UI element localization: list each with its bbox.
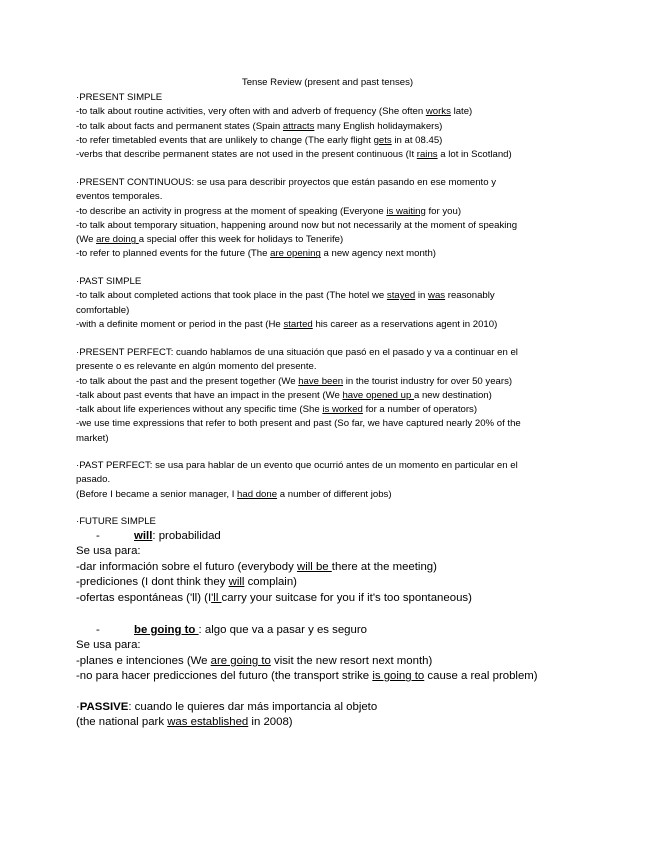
text-line: -to refer to planned events for the future (The are opening a new agency next month)	[76, 248, 437, 260]
section-past-perfect	[76, 459, 581, 502]
text-line: -to refer timetabled events that are unlikely to change (The early flight gets in at 08.45)	[76, 134, 443, 146]
text-line: comfortable)	[76, 304, 130, 316]
text-line: market)	[76, 432, 109, 444]
text-line: -with a definite moment or period in the past (He started his career as a reservations agent in 2010)	[76, 318, 498, 330]
bullet-going-to: - be going to : algo que va a pasar y es seguro	[96, 624, 367, 636]
heading-cont: presente o es relevante en algún momento del presente.	[76, 361, 317, 373]
section-future-simple	[76, 529, 581, 606]
text-line: -talk about past events that have an impact in the present (We have opened up a new destination)	[76, 389, 492, 401]
section-future-simple-heading	[76, 515, 581, 529]
text-line: -planes e intenciones (We are going to visit the new resort next month)	[76, 654, 433, 667]
text-line: -to talk about temporary situation, happening around now but not necessarily at the moment of speaking	[76, 219, 518, 231]
section-past-simple	[76, 275, 581, 332]
text-line: -to talk about facts and permanent states (Spain attracts many English holidaymakers)	[76, 120, 443, 132]
section-present-perfect	[76, 346, 581, 446]
heading-cont: eventos temporales.	[76, 191, 163, 203]
text-line: -no para hacer predicciones del futuro (the transport strike is going to cause a real problem)	[76, 670, 538, 683]
text-line: (the national park was established in 2008)	[76, 716, 293, 729]
text-line: -to talk about routine activities, very often with and adverb of frequency (She often works late)	[76, 106, 473, 118]
heading: ·PAST PERFECT: se usa para hablar de un evento que ocurrió antes de un momento en particular en el	[76, 460, 518, 471]
text-line: -talk about life experiences without any specific time (She is worked for a number of operators)	[76, 404, 478, 416]
text-line: Se usa para:	[76, 545, 141, 558]
text-line: -dar información sobre el futuro (everybody will be there at the meeting)	[76, 560, 437, 573]
text-line: -to describe an activity in progress at the moment of speaking (Everyone is waiting for you)	[76, 205, 462, 217]
text-line: (Before I became a senior manager, I had done a number of different jobs)	[76, 488, 392, 500]
text-line: (We are doing a special offer this week for holidays to Tenerife)	[76, 234, 344, 246]
text-line: -to talk about completed actions that took place in the past (The hotel we stayed in was reasonably	[76, 290, 495, 302]
section-going-to	[76, 623, 581, 685]
heading: ·PAST SIMPLE	[76, 276, 142, 287]
text-line: -ofertas espontáneas ('ll) (I'll carry your suitcase for you if it's too spontaneous)	[76, 591, 472, 604]
text-line: -verbs that describe permanent states are not used in the present continuous (It rains a lot in Scotland)	[76, 149, 512, 161]
section-present-simple	[76, 91, 581, 162]
document-title: Tense Review (present and past tenses)	[241, 77, 414, 88]
heading: ·PRESENT CONTINUOUS: se usa para describir proyectos que están pasando en ese momento y	[76, 177, 497, 188]
heading: ·PRESENT SIMPLE	[76, 92, 163, 103]
text-line: -prediciones (I dont think they will complain)	[76, 576, 297, 589]
bullet-will: - will: probabilidad	[96, 530, 221, 542]
heading: ·PASSIVE: cuando le quieres dar más importancia al objeto	[76, 701, 378, 713]
heading: ·PRESENT PERFECT: cuando hablamos de una situación que pasó en el pasado y va a continuar en el	[76, 347, 518, 358]
heading: ·FUTURE SIMPLE	[76, 516, 156, 527]
text-line: -we use time expressions that refer to both present and past (So far, we have captured nearly 20% of the	[76, 418, 521, 430]
section-passive	[76, 700, 581, 731]
text-line: -to talk about the past and the present together (We have been in the tourist industry for over 50 years)	[76, 375, 513, 387]
text-line: Se usa para:	[76, 639, 141, 652]
section-present-continuous	[76, 176, 581, 262]
heading-cont: pasado.	[76, 474, 111, 486]
